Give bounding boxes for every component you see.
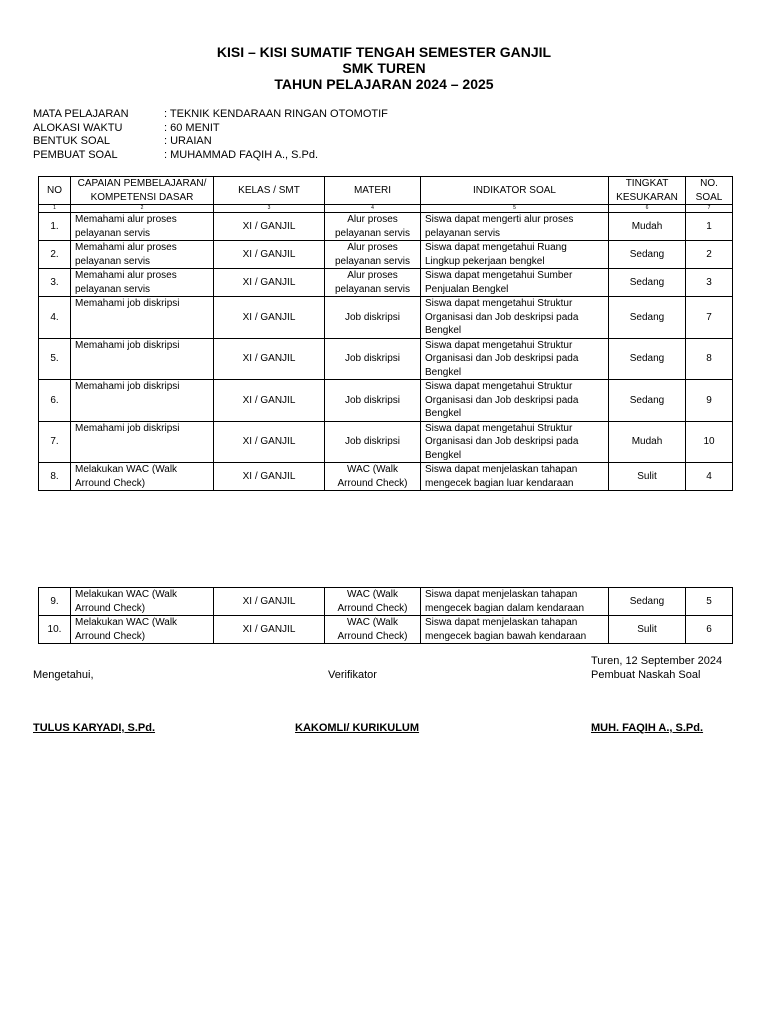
cell-cp: Memahami job diskripsi <box>71 380 214 422</box>
cell-kelas: XI / GANJIL <box>214 616 325 644</box>
cell-no: 10. <box>39 616 71 644</box>
column-number: 6 <box>609 205 686 213</box>
header-soal: NO. SOAL <box>686 177 733 205</box>
cell-tingkat: Sedang <box>609 380 686 422</box>
table-row <box>39 241 733 269</box>
cell-materi: Job diskripsi <box>325 421 421 463</box>
document-meta <box>33 108 388 162</box>
cell-soal: 7 <box>686 297 733 339</box>
meta-value: : TEKNIK KENDARAAN RINGAN OTOMOTIF <box>164 108 388 120</box>
cell-kelas: XI / GANJIL <box>214 463 325 491</box>
center-signature-label: Verifikator <box>328 669 377 681</box>
cell-materi: Alur proses pelayanan servis <box>325 241 421 269</box>
table-row <box>39 213 733 241</box>
cell-soal: 1 <box>686 213 733 241</box>
header-tingkat: TINGKAT KESUKARAN <box>609 177 686 205</box>
cell-kelas: XI / GANJIL <box>214 588 325 616</box>
left-signature-label: Mengetahui, <box>33 669 94 681</box>
cell-indikator: Siswa dapat mengetahui Struktur Organisasi dan Job deskripsi pada Bengkel <box>421 338 609 380</box>
cell-no: 5. <box>39 338 71 380</box>
cell-tingkat: Sulit <box>609 463 686 491</box>
cell-no: 8. <box>39 463 71 491</box>
cell-materi: Alur proses pelayanan servis <box>325 269 421 297</box>
cell-indikator: Siswa dapat menjelaskan tahapan mengecek bagian luar kendaraan <box>421 463 609 491</box>
cell-cp: Memahami job diskripsi <box>71 421 214 463</box>
cell-cp: Memahami alur proses pelayanan servis <box>71 269 214 297</box>
column-number: 1 <box>39 205 71 213</box>
cell-indikator: Siswa dapat menjelaskan tahapan mengecek bagian bawah kendaraan <box>421 616 609 644</box>
cell-kelas: XI / GANJIL <box>214 213 325 241</box>
cell-no: 2. <box>39 241 71 269</box>
cell-materi: Job diskripsi <box>325 338 421 380</box>
column-number: 3 <box>214 205 325 213</box>
cell-cp: Memahami job diskripsi <box>71 338 214 380</box>
header-materi: MATERI <box>325 177 421 205</box>
cell-materi: Job diskripsi <box>325 380 421 422</box>
cell-cp: Memahami alur proses pelayanan servis <box>71 241 214 269</box>
meta-value: : URAIAN <box>164 135 212 147</box>
column-number: 4 <box>325 205 421 213</box>
cell-no: 7. <box>39 421 71 463</box>
column-number: 7 <box>686 205 733 213</box>
cell-no: 9. <box>39 588 71 616</box>
right-signature-label: Pembuat Naskah Soal <box>591 669 701 681</box>
header-indikator: INDIKATOR SOAL <box>421 177 609 205</box>
meta-row <box>33 149 388 163</box>
cell-materi: WAC (Walk Arround Check) <box>325 616 421 644</box>
meta-label: BENTUK SOAL <box>33 135 111 147</box>
cell-indikator: Siswa dapat mengetahui Struktur Organisasi dan Job deskripsi pada Bengkel <box>421 380 609 422</box>
cell-kelas: XI / GANJIL <box>214 241 325 269</box>
cell-materi: Alur proses pelayanan servis <box>325 213 421 241</box>
cell-tingkat: Mudah <box>609 213 686 241</box>
cell-tingkat: Sedang <box>609 241 686 269</box>
meta-label: PEMBUAT SOAL <box>33 148 118 161</box>
cell-tingkat: Sedang <box>609 588 686 616</box>
cell-tingkat: Sedang <box>609 269 686 297</box>
cell-indikator: Siswa dapat mengetahui Struktur Organisasi dan Job deskripsi pada Bengkel <box>421 297 609 339</box>
cell-tingkat: Mudah <box>609 421 686 463</box>
column-number-row <box>39 205 733 213</box>
meta-value: : 60 MENIT <box>164 121 220 134</box>
cell-no: 6. <box>39 380 71 422</box>
cell-soal: 5 <box>686 588 733 616</box>
cell-soal: 10 <box>686 421 733 463</box>
cell-soal: 3 <box>686 269 733 297</box>
table-row <box>39 616 733 644</box>
table-header-row <box>39 177 733 205</box>
right-signature-name: MUH. FAQIH A., S.Pd. <box>591 722 704 734</box>
meta-label: MATA PELAJARAN <box>33 108 129 120</box>
header-no: NO <box>39 177 71 205</box>
cell-indikator: Siswa dapat mengetahui Struktur Organisasi dan Job deskripsi pada Bengkel <box>421 421 609 463</box>
left-signature-name: TULUS KARYADI, S.Pd. <box>33 722 156 734</box>
cell-no: 1. <box>39 213 71 241</box>
cell-tingkat: Sulit <box>609 616 686 644</box>
meta-row <box>33 135 388 149</box>
cell-soal: 8 <box>686 338 733 380</box>
cell-cp: Melakukan WAC (Walk Arround Check) <box>71 616 214 644</box>
meta-row <box>33 108 388 122</box>
header-kelas: KELAS / SMT <box>214 177 325 205</box>
cell-tingkat: Sedang <box>609 297 686 339</box>
cell-indikator: Siswa dapat mengetahui Sumber Penjualan Bengkel <box>421 269 609 297</box>
cell-soal: 6 <box>686 616 733 644</box>
cell-indikator: Siswa dapat mengerti alur proses pelayanan servis <box>421 213 609 241</box>
cell-kelas: XI / GANJIL <box>214 421 325 463</box>
meta-label: ALOKASI WAKTU <box>33 121 123 134</box>
table-row <box>39 588 733 616</box>
cell-cp: Memahami job diskripsi <box>71 297 214 339</box>
table-row <box>39 380 733 422</box>
cell-indikator: Siswa dapat mengetahui Ruang Lingkup pekerjaan bengkel <box>421 241 609 269</box>
title-line-2: SMK TUREN <box>342 60 426 76</box>
table-row <box>39 338 733 380</box>
center-signature-name: KAKOMLI/ KURIKULUM <box>295 722 420 734</box>
cell-soal: 2 <box>686 241 733 269</box>
cell-soal: 4 <box>686 463 733 491</box>
table-row <box>39 463 733 491</box>
place-date: Turen, 12 September 2024 <box>591 655 723 667</box>
kisi-table <box>38 176 733 491</box>
cell-no: 4. <box>39 297 71 339</box>
document-title <box>0 44 768 92</box>
table-row <box>39 269 733 297</box>
cell-soal: 9 <box>686 380 733 422</box>
header-cp: CAPAIAN PEMBELAJARAN/ KOMPETENSI DASAR <box>71 177 214 205</box>
cell-kelas: XI / GANJIL <box>214 338 325 380</box>
title-line-1: KISI – KISI SUMATIF TENGAH SEMESTER GANJIL <box>216 44 552 60</box>
cell-cp: Memahami alur proses pelayanan servis <box>71 213 214 241</box>
cell-kelas: XI / GANJIL <box>214 269 325 297</box>
cell-materi: WAC (Walk Arround Check) <box>325 463 421 491</box>
table-row <box>39 421 733 463</box>
cell-cp: Melakukan WAC (Walk Arround Check) <box>71 463 214 491</box>
cell-tingkat: Sedang <box>609 338 686 380</box>
cell-kelas: XI / GANJIL <box>214 297 325 339</box>
cell-indikator: Siswa dapat menjelaskan tahapan mengecek bagian dalam kendaraan <box>421 588 609 616</box>
column-number: 2 <box>71 205 214 213</box>
cell-materi: WAC (Walk Arround Check) <box>325 588 421 616</box>
meta-row <box>33 122 388 136</box>
cell-kelas: XI / GANJIL <box>214 380 325 422</box>
table-row <box>39 297 733 339</box>
column-number: 5 <box>421 205 609 213</box>
meta-value: : MUHAMMAD FAQIH A., S.Pd. <box>164 148 319 161</box>
cell-no: 3. <box>39 269 71 297</box>
cell-cp: Melakukan WAC (Walk Arround Check) <box>71 588 214 616</box>
kisi-table-continued <box>38 587 733 644</box>
title-line-3: TAHUN PELAJARAN 2024 – 2025 <box>274 76 494 92</box>
cell-materi: Job diskripsi <box>325 297 421 339</box>
